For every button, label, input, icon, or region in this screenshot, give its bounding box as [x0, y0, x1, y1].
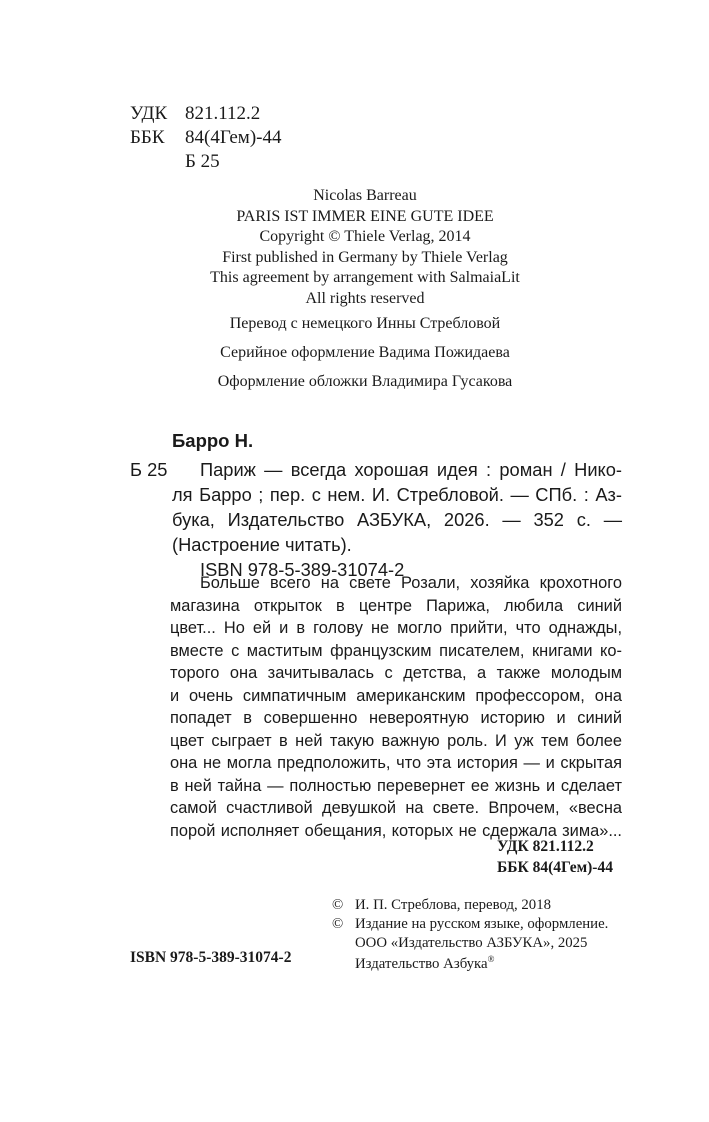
annotation-line: цвет... Но ей и в голову не могло прийти, что однажды, — [170, 619, 622, 637]
annotation-line: вместе с маститым французским писателем, книгами ко- — [170, 641, 622, 660]
copyright-imprint — [355, 954, 494, 973]
bbk-label-top: ББК — [130, 127, 165, 148]
annotation — [170, 574, 622, 840]
annotation-line: самой счастливой девушкой на свете. Впрочем, «весна — [170, 799, 622, 817]
udk-label-top: УДК — [130, 103, 168, 124]
credit-line: Copyright © Thiele Verlag, 2014 — [259, 228, 471, 245]
registered-mark: ® — [487, 954, 495, 964]
bib-line: (Настроение читать). — [172, 534, 352, 555]
udk-value-top: 821.112.2 — [185, 103, 261, 124]
copyright-edition: Издание на русском языке, оформление. — [355, 916, 609, 932]
translation-credit: Перевод с немецкого Инны Стребловой — [229, 315, 501, 332]
imprint-name: Издательство Азбука — [355, 956, 488, 972]
copyright-translation: И. П. Стреблова, перевод, 2018 — [355, 897, 551, 913]
bib-author-heading: Барро Н. — [172, 430, 254, 451]
credit-line: First published in Germany by Thiele Verlag — [222, 248, 508, 266]
isbn-bottom: ISBN 978-5-389-31074-2 — [130, 949, 292, 966]
bib-isbn: ISBN 978-5-389-31074-2 — [200, 559, 405, 580]
cover-design-credit: Оформление обложки Владимира Гусакова — [217, 373, 513, 390]
credit-line: All rights reserved — [305, 289, 425, 307]
annotation-line: и очень симпатичным американским профессором, она — [170, 686, 622, 705]
bib-line: Париж — всегда хорошая идея : роман / Нико- — [200, 459, 622, 480]
annotation-line: попадет в совершенно невероятную историю и синий — [170, 709, 622, 727]
bbk-bottom: ББК 84(4Гем)-44 — [497, 859, 613, 876]
credit-line: PARIS IST IMMER EINE GUTE IDEE — [236, 207, 494, 225]
bbk-value-top: 84(4Гем)-44 — [185, 127, 282, 148]
author-mark-top: Б 25 — [185, 151, 220, 172]
credit-line: Nicolas Barreau — [313, 187, 417, 204]
annotation-line: магазина открыток в центре Парижа, любила синий — [170, 596, 622, 615]
copyright-symbol-1: © — [332, 897, 344, 913]
series-design-credit: Серийное оформление Вадима Пожидаева — [220, 344, 510, 361]
annotation-line: торого она зачитывалась с детства, а также молодым — [170, 664, 622, 682]
copyright-publisher: ООО «Издательство АЗБУКА», 2025 — [355, 935, 588, 951]
annotation-line: цвет сыграет в ней такую важную роль. И уж тем более — [170, 731, 622, 750]
credit-line: This agreement by arrangement with SalmaiaLit — [210, 269, 520, 286]
annotation-line: в ней тайна — полностью перевернет ее жизнь и сделает — [170, 776, 622, 795]
copyright-symbol-2: © — [332, 916, 344, 932]
udk-bottom: УДК 821.112.2 — [497, 838, 594, 855]
annotation-line: порой исполняет обещания, которых не сдержала зима»... — [170, 821, 622, 840]
bib-line: ля Барро ; пер. с нем. И. Стребловой. — СПб. : Аз- — [172, 484, 622, 505]
annotation-line: она не могла предположить, что эта история — и скрытая — [170, 754, 622, 772]
bib-mark: Б 25 — [130, 459, 168, 480]
credits-block — [170, 186, 560, 309]
bib-line: бука, Издательство АЗБУКА, 2026. — 352 с. — — [172, 509, 622, 530]
annotation-line: Больше всего на свете Розали, хозяйка крохотного — [200, 574, 622, 592]
